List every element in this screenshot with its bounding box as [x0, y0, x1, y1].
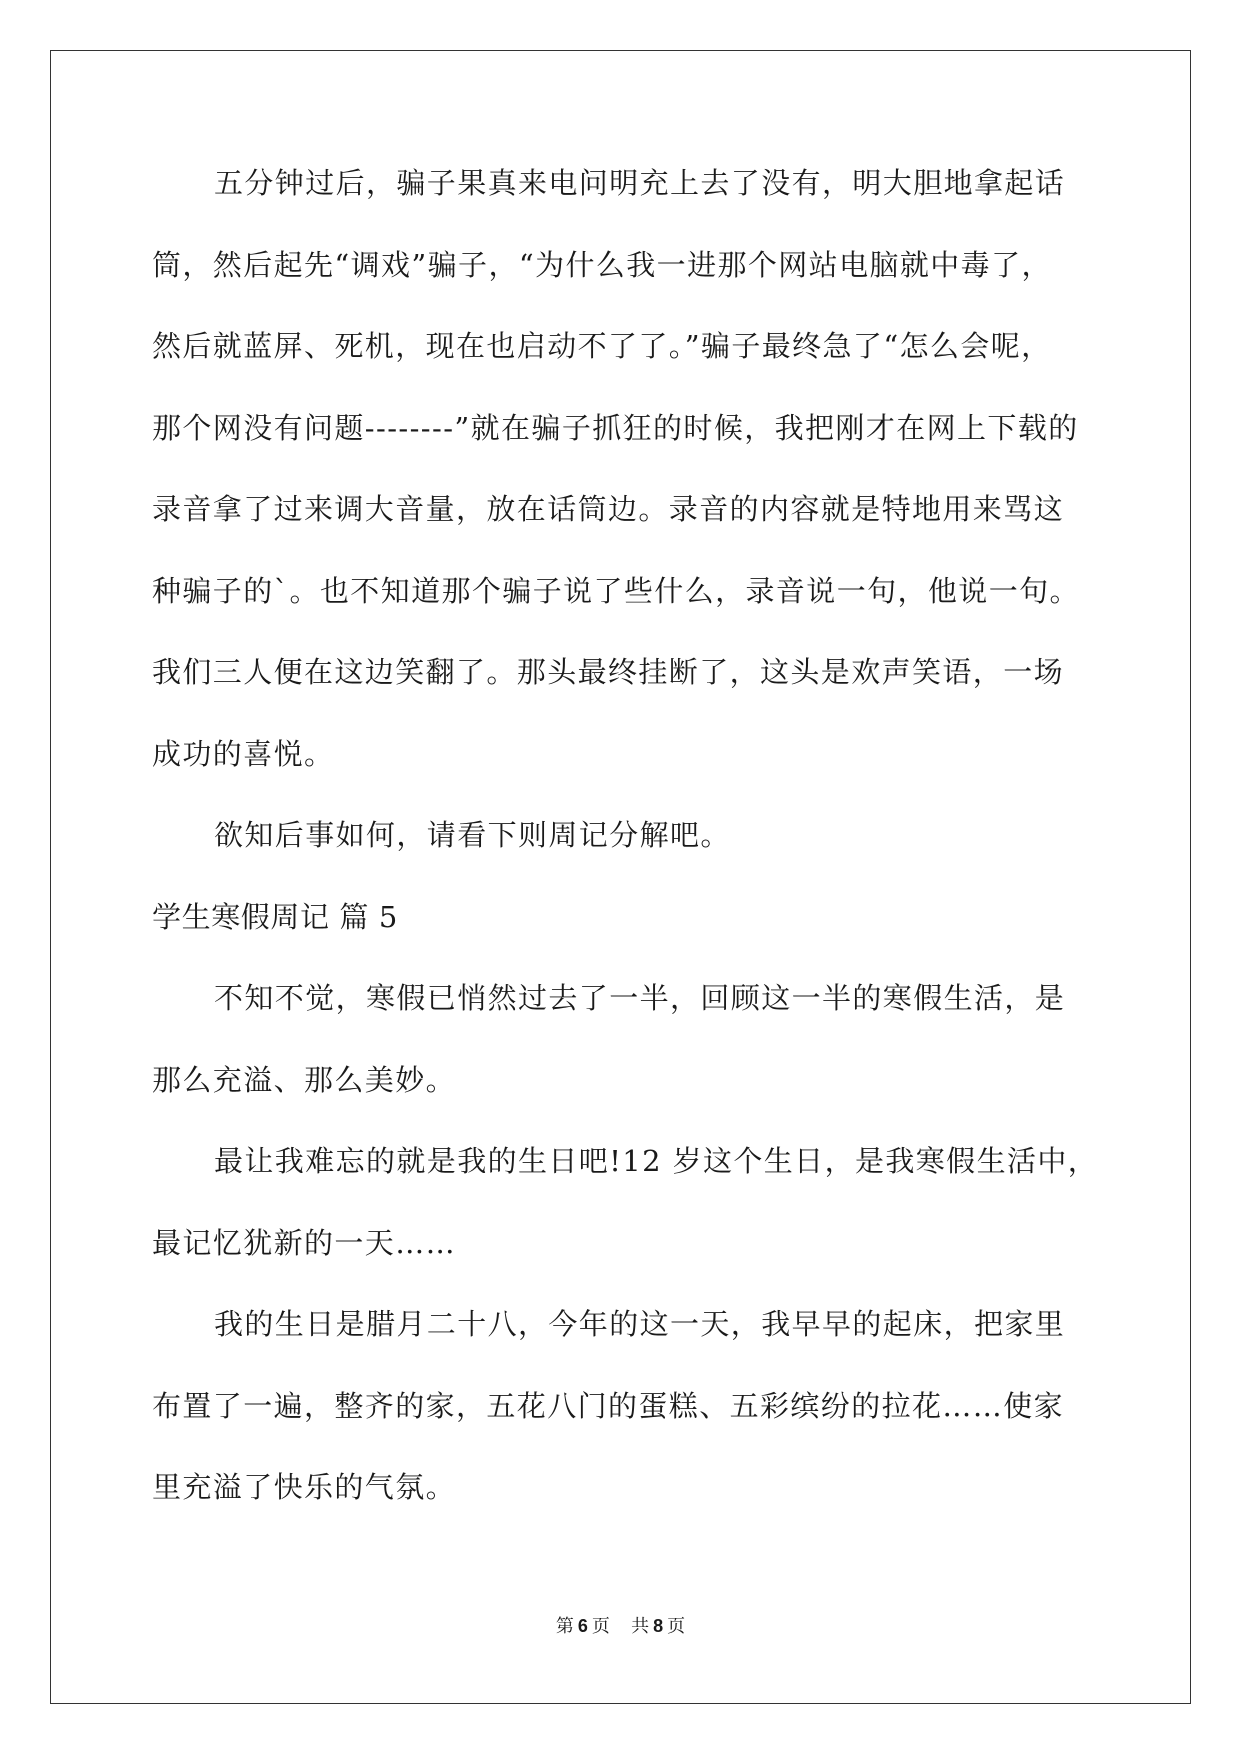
- footer-prefix: 第: [555, 1616, 574, 1637]
- paragraph-line: 最让我难忘的就是我的生日吧!12 岁这个生日，是我寒假生活中，: [214, 1144, 1099, 1178]
- paragraph-line: 录音拿了过来调大音量，放在话筒边。录音的内容就是特地用来骂这: [152, 492, 1065, 526]
- footer-total-unit: 页: [667, 1616, 686, 1637]
- paragraph-line: 欲知后事如何，请看下则周记分解吧。: [214, 818, 731, 852]
- paragraph-line: 种骗子的`。也不知道那个骗子说了些什么，录音说一句，他说一句。: [152, 573, 1080, 608]
- paragraph-line: 我们三人便在这边笑翻了。那头最终挂断了，这头是欢声笑语，一场: [152, 655, 1065, 689]
- paragraph-line: 里充溢了快乐的气氛。: [152, 1470, 457, 1504]
- footer-total-prefix: 共: [631, 1616, 650, 1637]
- paragraph-line: 然后就蓝屏、死机，现在也启动不了了。”骗子最终急了“怎么会呢，: [152, 329, 1052, 363]
- paragraph-line: 筒，然后起先“调戏”骗子，“为什么我一进那个网站电脑就中毒了，: [152, 247, 1052, 282]
- paragraph-line: 我的生日是腊月二十八，今年的这一天，我早早的起床，把家里: [214, 1307, 1066, 1341]
- paragraph-line: 最记忆犹新的一天……: [152, 1225, 457, 1260]
- paragraph-line: 那个网没有问题--------”就在骗子抓狂的时候，我把刚才在网上下载的: [152, 410, 1079, 445]
- paragraph-line: 布置了一遍，整齐的家，五花八门的蛋糕、五彩缤纷的拉花……使家: [152, 1388, 1065, 1423]
- document-body: [152, 162, 1099, 1548]
- section-heading: 学生寒假周记 篇 5: [152, 899, 398, 934]
- page-footer: [0, 1612, 1241, 1638]
- paragraph-line: 五分钟过后，骗子果真来电问明充上去了没有，明大胆地拿起话: [214, 166, 1066, 200]
- paragraph-line: 成功的喜悦。: [152, 736, 335, 771]
- paragraph-line: 不知不觉，寒假已悄然过去了一半，回顾这一半的寒假生活，是: [214, 981, 1066, 1015]
- footer-page-unit: 页: [591, 1616, 610, 1637]
- paragraph-line: 那么充溢、那么美妙。: [152, 1062, 457, 1097]
- total-page-number: 8: [653, 1616, 664, 1636]
- current-page-number: 6: [577, 1616, 588, 1636]
